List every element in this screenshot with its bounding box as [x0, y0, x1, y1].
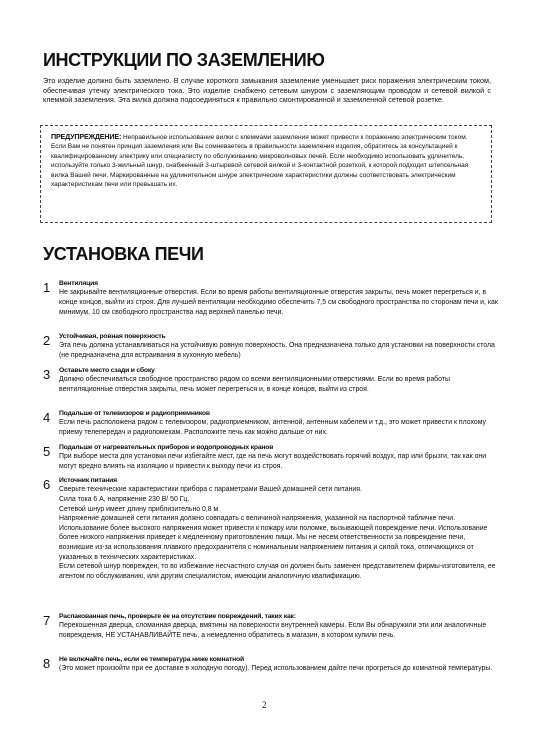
- item-title: Оставьте место сзади и сбоку: [59, 367, 155, 374]
- install-item-surface: [43, 333, 498, 361]
- item-title: Устойчивая, ровная поверхность: [59, 333, 166, 340]
- item-text: Не закрывайте вентиляционные отверстия. Если во время работы вентиляционные отверстия закрыты, печь может перегреться и, в конце концов, выйти из строя. Для лучшей вентиляции необходимо обеспечить 7,5 см свободного пространства по сторонам печи и, как минимум, 10 см свободного пространства над верхней панелью печи.: [59, 289, 498, 316]
- install-item-heaters: [43, 444, 498, 472]
- grounding-title: ИНСТРУКЦИИ ПО ЗАЗЕМЛЕНИЮ: [43, 50, 325, 70]
- item-text: Эта печь должна устанавливаться на устойчивую ровную поверхность. Она предназначена только для установки на поверхности стола (не предназначена для встраивания в кухонную мебель): [59, 342, 495, 359]
- item-title: Подальше от телевизоров и радиоприемников: [59, 410, 210, 417]
- install-item-power: [43, 477, 498, 581]
- item-text-line: Напряжение домашней сети питания должно совпадать с величиной напряжения, указанной на паспортной табличке печи. Использование более высокого напряжения может привести к пожару или поломке, вызывающей повреждение печи. Использование более низкого напряжения приведет к медленному приготовлению пищи. Мы не несем ответственности за повреждение печи, возникшие из-за использования плавкого предохранителя с номинальным напряжением питания и силой тока, отличающихся от указанных в технических характеристиках.: [59, 515, 488, 561]
- page-number: 2: [262, 700, 267, 710]
- item-number: 4: [43, 410, 51, 425]
- installation-title: УСТАНОВКА ПЕЧИ: [43, 244, 204, 264]
- item-text: (Это может произойти при ее доставке в холодную погоду). Перед использованием дайте печи прогреться до комнатной температуры.: [59, 665, 493, 673]
- item-text-line: Сверьте технические характеристики прибора с параметрами Вашей домашней сети питания.: [59, 486, 362, 494]
- item-title: Подальше от нагревательных приборов и водопроводных кранов: [59, 444, 274, 451]
- install-item-ventilation: [43, 280, 498, 317]
- item-text: Если печь расположена рядом с телевизором, радиоприемником, антенной, антенным кабелем и т.д., это может привести к плохому приему телепередач и радиопомехам. Расположите печь как можно дальше от них.: [59, 419, 486, 436]
- install-item-damage-check: [43, 613, 498, 641]
- install-item-clearance: [43, 367, 498, 395]
- item-number: 8: [43, 656, 51, 671]
- item-text-line: Если сетевой шнур поврежден, то во избежание несчастного случая он должен быть заменен представителем фирмы-изготовителя, ее агентом по обслуживанию, или другим специалистом, имеющим аналогичную квалификацию.: [59, 563, 496, 580]
- item-number: 3: [43, 367, 51, 382]
- item-number: 2: [43, 333, 51, 348]
- item-text-line: Сетевой шнур имеет длину приблизительно 0,8 м: [59, 505, 219, 513]
- item-text: Должно обеспечиваться свободное пространство рядом со всеми вентиляционными отверстиями. Если во время работы вентиляционные отверстия закрыты, печь может перегреться и, в конце концов, выйти из строя.: [59, 376, 450, 393]
- grounding-intro: Это изделие должно быть заземлено. В случае короткого замыкания заземление уменьшает риск поражения электрическим током, обеспечивая утечку электрического тока. Это изделие снабжено сетевым шнуром с заземляющим проводом и сетевой вилкой с клеммой заземления. Эта вилка должна подсоединяться к правильно смонтированной и заземленной сетевой розетке.: [43, 76, 491, 105]
- warning-paragraph: [51, 132, 483, 189]
- item-text: Перекошенная дверца, сломанная дверца, вмятины на поверхности внутренней камеры. Если Вы обнаружили эти или аналогичные повреждения, НЕ УСТАНАВЛИВАЙТЕ печь, а немедленно обратитесь в магазин, в котором купили печь.: [59, 622, 487, 639]
- item-title: Распакованная печь, проверьте ее на отсутствие повреждений, таких как:: [59, 613, 296, 620]
- item-title: Не включайте печь, если ее температура ниже комнатной: [59, 656, 244, 663]
- item-number: 6: [43, 477, 51, 492]
- install-item-temperature: [43, 656, 498, 674]
- item-number: 7: [43, 613, 51, 628]
- item-title: Вентиляция: [59, 280, 98, 287]
- warning-box: [40, 125, 492, 223]
- item-number: 5: [43, 444, 51, 459]
- item-text: При выборе места для установки печи избегайте мест, где на печь могут воздействовать горячий воздух, пар или брызги, так как они могут вредно влиять на изоляцию и привести к выходу печи из строя.: [59, 453, 487, 470]
- item-number: 1: [43, 280, 51, 295]
- item-text-line: Сила тока 6 А, напряжение 230 В/ 50 Гц.: [59, 496, 190, 503]
- install-item-tv-radio: [43, 410, 498, 438]
- warning-label: ПРЕДУПРЕЖДЕНИЕ:: [51, 132, 122, 141]
- item-title: Источник питания: [59, 477, 117, 484]
- warning-text: Неправильное использование вилки с клеммами заземления может привести к поражению электрическим током. Если Вам не понятен принцип заземления или Вы сомневаетесь в правильности заземления изделия, обратитесь за консультацией к квалифицированному электрику или специалисту по обслуживанию микроволновых печей. Если необходимо использовать удлинитель, используйте только 3-жильный шнур, снабженный 3-штыревой сетевой вилкой и 3-контактной розеткой, к которой подходит штепсельная вилка Вашей печи. Маркированные на удлинительном шнуре электрические характеристики должны соответствовать электрическим характеристикам печи или превышать их.: [51, 134, 469, 189]
